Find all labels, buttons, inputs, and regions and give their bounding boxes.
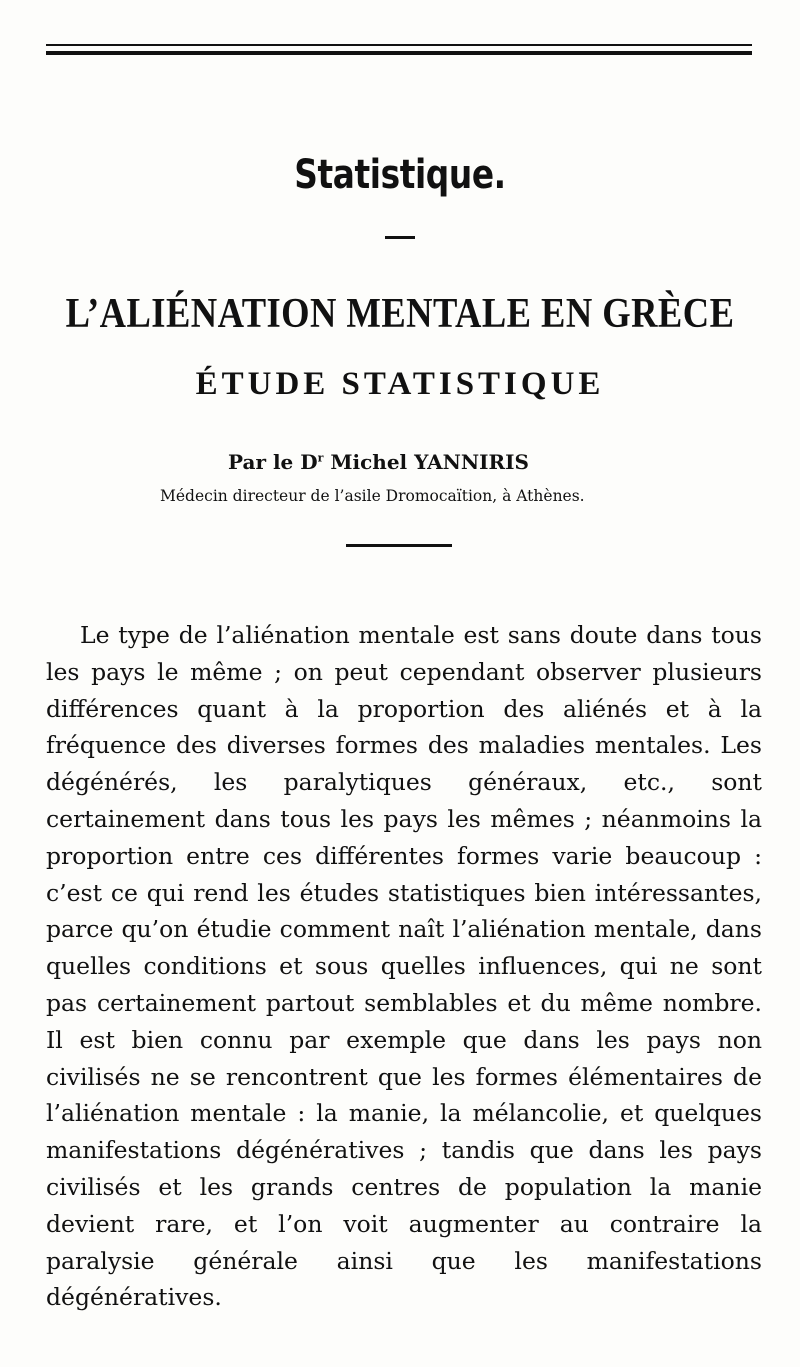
section-dash [385, 236, 415, 239]
author-name: Michel YANNIRIS [330, 450, 529, 474]
body-paragraph: Le type de l’aliénation mentale est sans doute dans tous les pays le même ; on peut cependant observer plusieurs différences quant à la proportion des aliénés et à la fréquence des diverses formes des maladies mentales. Les dégénérés, les paralytiques généraux, etc., sont certainement dans tous les pays les mêmes ; néanmoins la proportion entre ces différentes formes varie beaucoup : c’est ce qui rend les études statistiques bien intéressantes, parce qu’on étudie comment naît l’aliénation mentale, dans quelles conditions et sous quelles influences, qui ne sont pas certainement partout semblables et du même nombre. Il est bien connu par exemple que dans les pays non civilisés ne se rencontrent que les formes élémentaires de l’aliénation mentale : la manie, la mélancolie, et quelques manifestations dégénératives ; tandis que dans les pays civilisés et les grands centres de population la manie devient rare, et l’on voit augmenter au contraire la paralysie générale ainsi que les manifestations dégénératives. [46, 621, 762, 1312]
byline-superscript: r [317, 451, 324, 465]
header-rule-thin [46, 44, 752, 46]
title-separator-rule [346, 544, 452, 547]
author-affiliation: Médecin directeur de l’asile Dromocaïtion, à Athènes. [160, 487, 585, 505]
section-title: Statistique. [294, 152, 506, 198]
header-rule-thick [46, 51, 752, 55]
author-byline [228, 450, 529, 474]
article-title: L’ALIÉNATION MENTALE EN GRÈCE [65, 291, 735, 337]
article-subtitle: ÉTUDE STATISTIQUE [195, 366, 605, 402]
byline-prefix: Par le D [228, 450, 318, 474]
